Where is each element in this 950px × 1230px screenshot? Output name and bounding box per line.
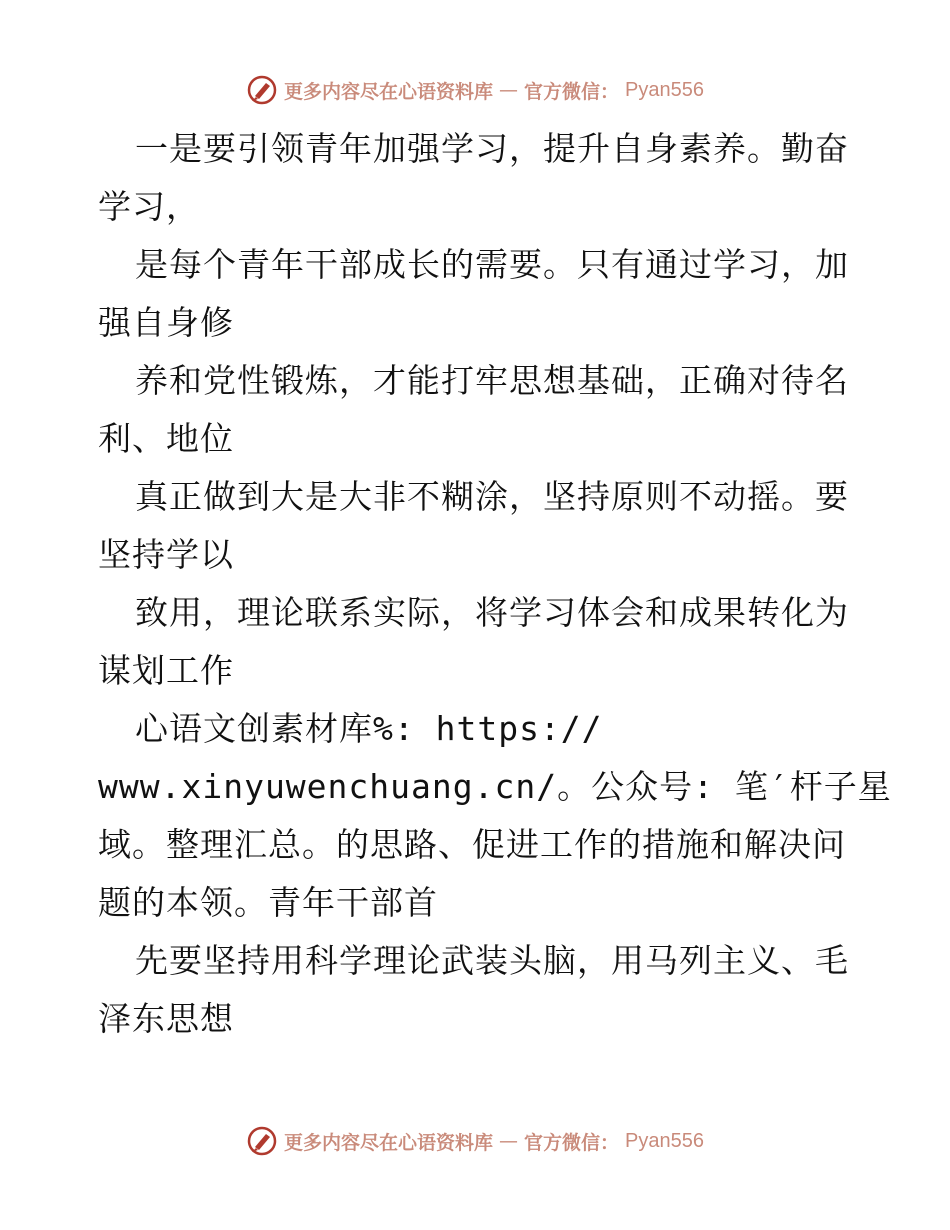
text-line: 域。整理汇总。的思路、促进工作的措施和解决问 (98, 825, 846, 864)
text-line: 利、地位 (98, 419, 234, 458)
footer-banner-separator: — (499, 1130, 519, 1152)
text-line: 致用，理论联系实际，将学习体会和成果转化为 (135, 593, 849, 632)
brush-logo-icon (246, 1125, 278, 1157)
header-banner-separator: — (499, 79, 519, 101)
text-line: 真正做到大是大非不糊涂，坚持原则不动摇。要 (135, 477, 849, 516)
footer-banner (0, 1121, 950, 1161)
footer-banner-label: 官方微信： (524, 1131, 620, 1154)
text-line: 心语文创素材库%: https:// (135, 709, 603, 748)
footer-banner-text: 更多内容尽在心语资料库 (284, 1131, 494, 1154)
text-line: 泽东思想 (98, 999, 234, 1038)
header-banner-text: 更多内容尽在心语资料库 (284, 80, 494, 103)
text-line: 题的本领。青年干部首 (98, 883, 438, 922)
text-line: 一是要引领青年加强学习，提升自身素养。勤奋 (135, 129, 849, 168)
header-banner-label: 官方微信： (524, 80, 620, 103)
header-banner-id: Pyan556 (625, 78, 704, 101)
text-line: www.xinyuwenchuang.cn/。公众号: 笔′杆子星 (98, 767, 892, 806)
text-line: 先要坚持用科学理论武装头脑，用马列主义、毛 (135, 941, 849, 980)
body-text (98, 120, 892, 1048)
text-line: 学习， (98, 187, 200, 226)
brush-logo-icon (246, 74, 278, 106)
text-line: 是每个青年干部成长的需要。只有通过学习，加 (135, 245, 849, 284)
text-line: 谋划工作 (98, 651, 234, 690)
header-banner (0, 70, 950, 110)
footer-banner-id: Pyan556 (625, 1129, 704, 1152)
text-line: 养和党性锻炼，才能打牢思想基础，正确对待名 (135, 361, 849, 400)
text-line: 坚持学以 (98, 535, 234, 574)
text-line: 强自身修 (98, 303, 234, 342)
